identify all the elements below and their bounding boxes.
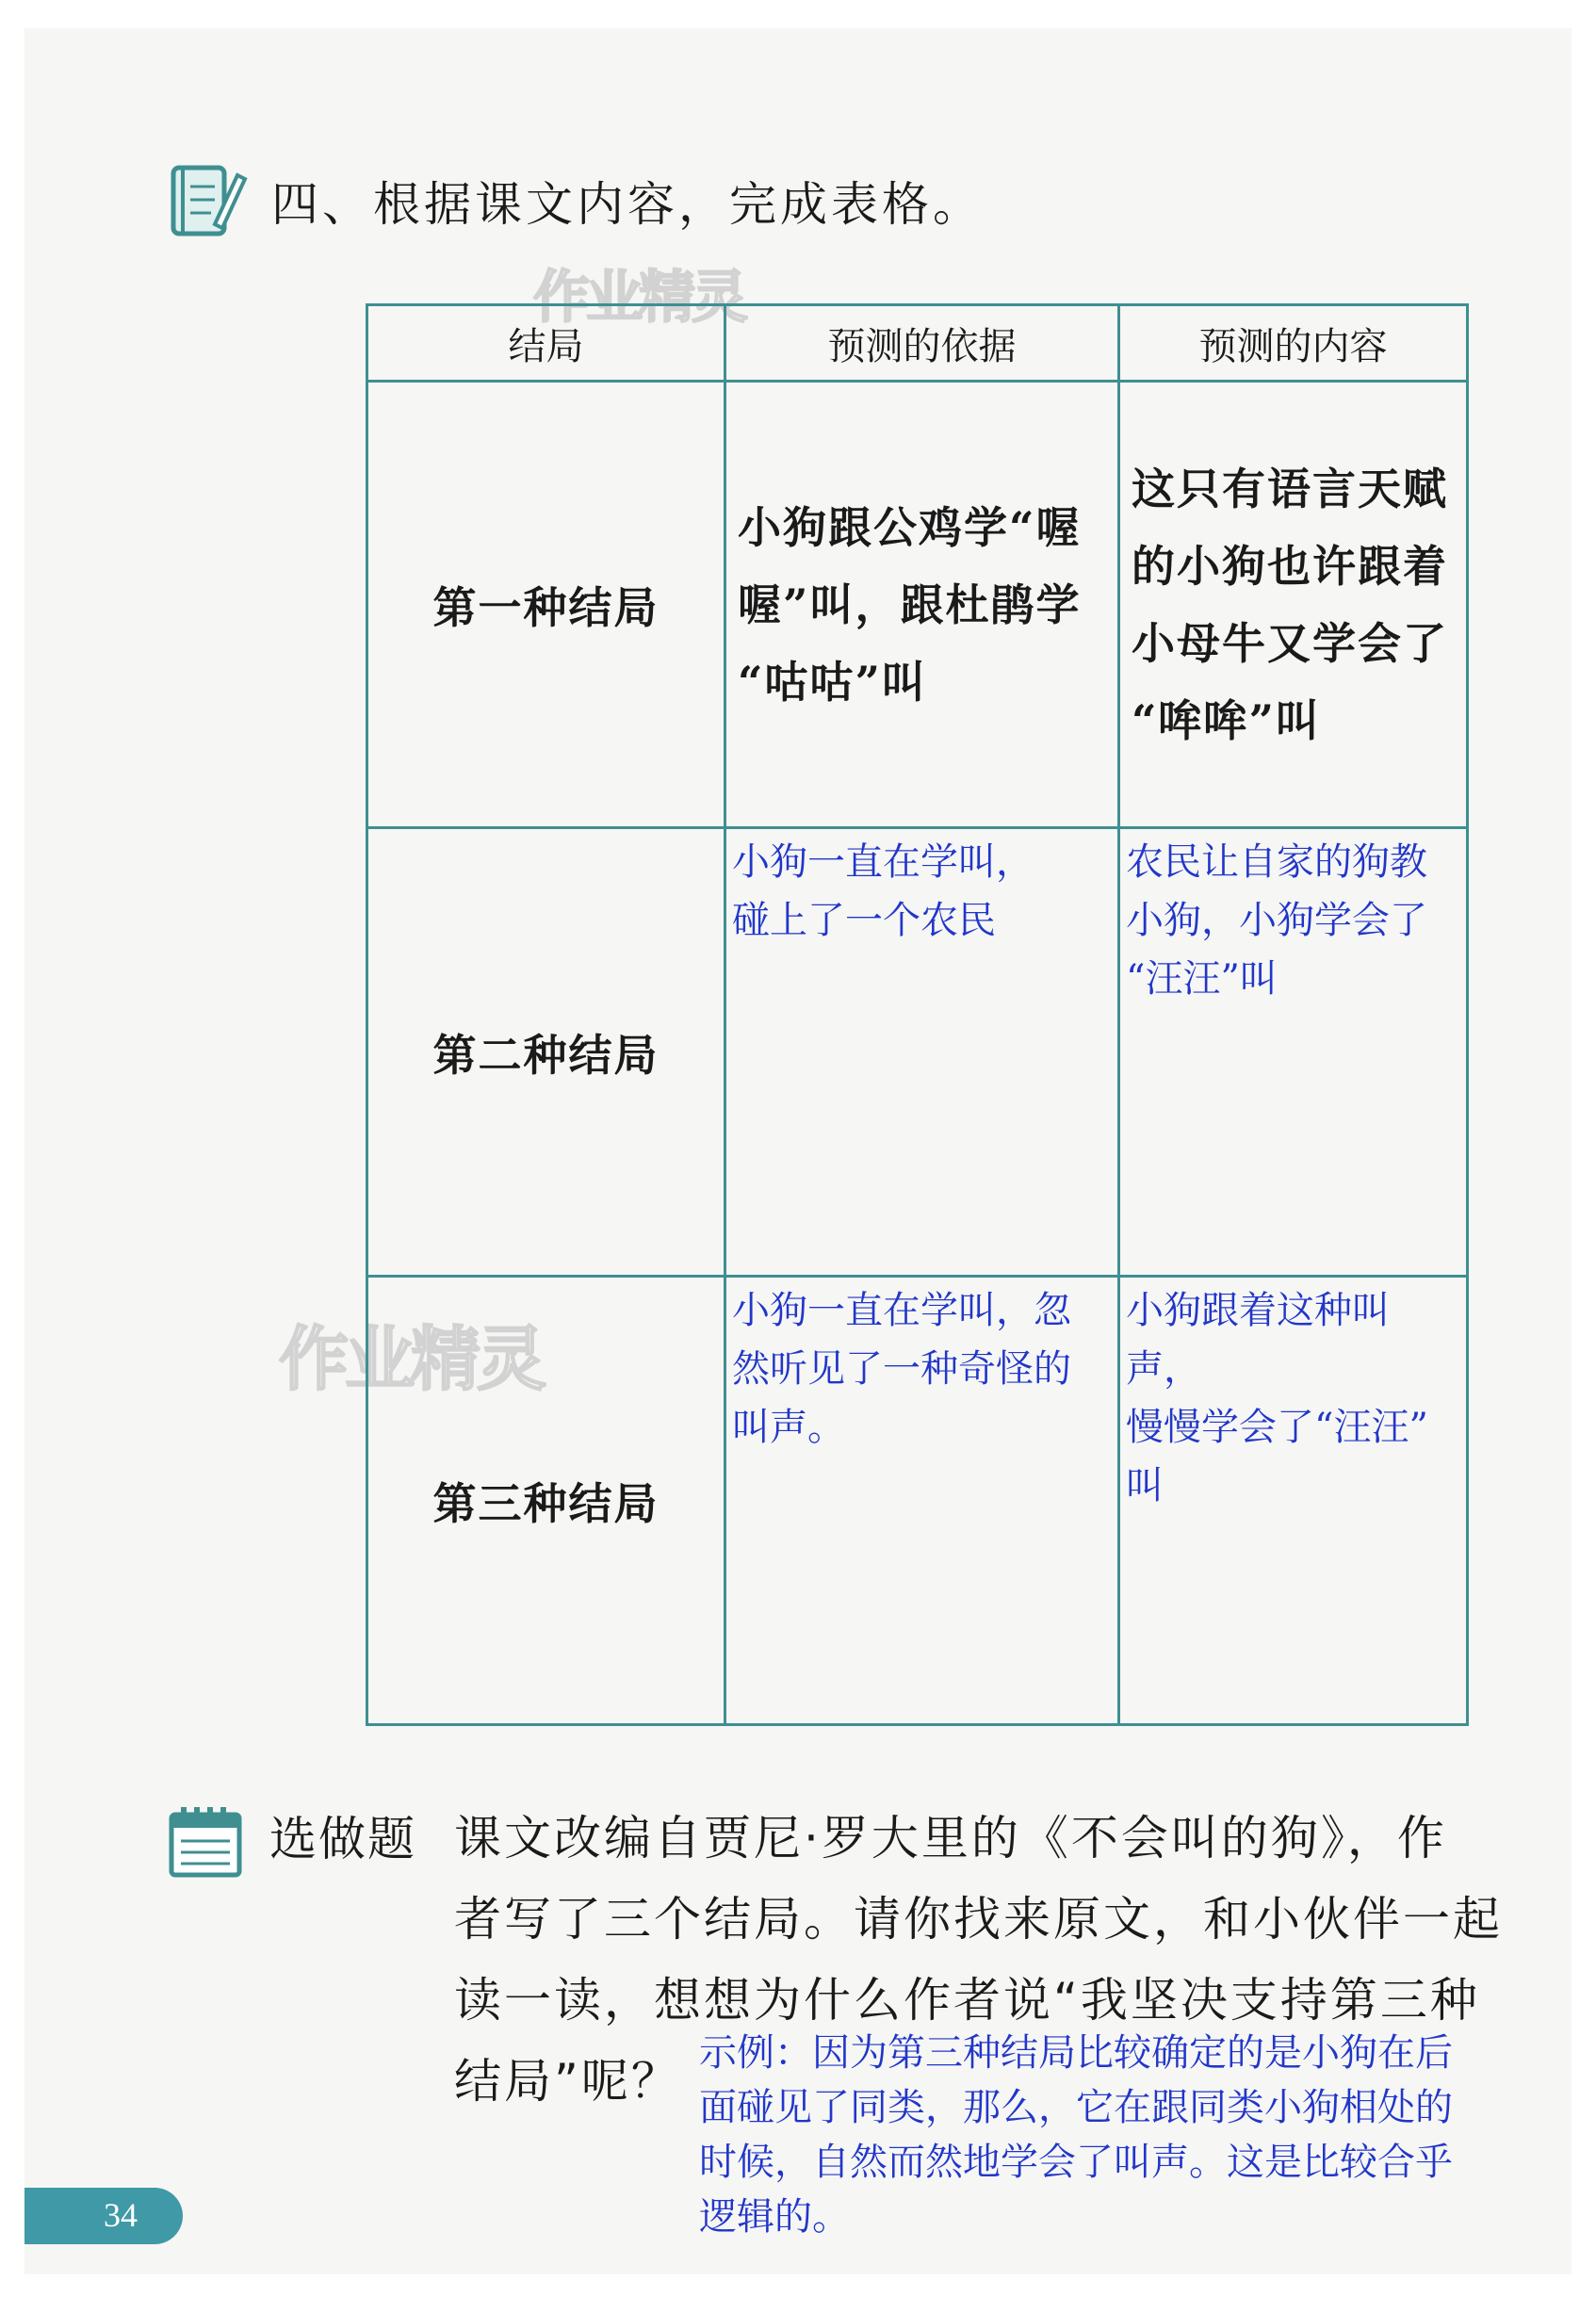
cell-line: 小母牛又学会了 <box>1132 617 1448 669</box>
cell-line: 的小狗也许跟着 <box>1132 540 1448 592</box>
ending-label: 第一种结局 <box>367 382 725 828</box>
content-cell <box>1119 382 1468 828</box>
answer-line: 逻辑的。 <box>699 2195 850 2239</box>
answer-line: 叫声。 <box>732 1406 845 1449</box>
table-header-row <box>367 305 1468 382</box>
column-header: 预测的内容 <box>1119 305 1468 382</box>
section-title: 四、根据课文内容，完成表格。 <box>271 177 984 232</box>
cell-line: 小狗跟公鸡学“喔 <box>738 501 1082 553</box>
calendar-icon <box>166 1801 245 1881</box>
content-answer-cell <box>1119 1277 1468 1725</box>
answer-line: 叫 <box>1126 1464 1164 1507</box>
answer-line: 碰上了一个农民 <box>732 899 996 942</box>
answer-line: 面碰见了同类，那么，它在跟同类小狗相处的 <box>699 2086 1453 2129</box>
text-line: 结局”呢？ <box>454 2054 681 2109</box>
content-answer-cell <box>1119 828 1468 1277</box>
ending-label: 第三种结局 <box>367 1277 725 1725</box>
table-row <box>367 828 1468 1277</box>
table-row <box>367 1277 1468 1725</box>
prediction-table <box>366 303 1469 1726</box>
optional-tag: 选做题 <box>269 1812 416 1866</box>
answer-line: 慢慢学会了“汪汪” <box>1126 1406 1428 1449</box>
cell-line: 这只有语言天赋 <box>1132 463 1448 514</box>
watermark: 作业精灵 <box>279 1319 543 1400</box>
cell-line: “哞哞”叫 <box>1132 694 1321 746</box>
basis-cell <box>725 382 1119 828</box>
section-heading <box>166 158 984 243</box>
optional-answer <box>699 2026 1596 2244</box>
answer-line: 时候，自然而然地学会了叫声。这是比较合乎 <box>699 2141 1453 2184</box>
table-row <box>367 382 1468 828</box>
column-header: 预测的依据 <box>725 305 1119 382</box>
answer-line: 小狗跟着这种叫声， <box>1126 1289 1390 1391</box>
column-header: 结局 <box>367 305 725 382</box>
notebook-pen-icon <box>166 158 251 243</box>
text-line: 课文改编自贾尼·罗大里的《不会叫的狗》，作 <box>454 1811 1447 1865</box>
answer-line: 小狗一直在学叫， <box>732 840 1034 884</box>
answer-line: 然听见了一种奇怪的 <box>732 1347 1071 1391</box>
basis-answer-cell <box>725 828 1119 1277</box>
watermark: 作业精灵 <box>533 265 744 331</box>
answer-line: 示例：因为第三种结局比较确定的是小狗在后 <box>699 2031 1453 2075</box>
page-number: 34 <box>104 2196 138 2234</box>
cell-line: 喔”叫，跟杜鹃学 <box>738 578 1082 630</box>
basis-answer-cell <box>725 1277 1119 1725</box>
text-line: 读一读，想想为什么作者说“我坚决支持第三种 <box>454 1973 1480 2028</box>
answer-line: “汪汪”叫 <box>1126 957 1278 1001</box>
answer-line: 农民让自家的狗教 <box>1126 840 1427 884</box>
ending-label: 第二种结局 <box>367 828 725 1277</box>
answer-line: 小狗一直在学叫，忽 <box>732 1289 1071 1332</box>
answer-line: 小狗，小狗学会了 <box>1126 899 1427 942</box>
text-line: 者写了三个结局。请你找来原文，和小伙伴一起 <box>454 1892 1503 1947</box>
cell-line: “咕咕”叫 <box>738 656 927 708</box>
page-number-tab <box>24 2188 183 2244</box>
